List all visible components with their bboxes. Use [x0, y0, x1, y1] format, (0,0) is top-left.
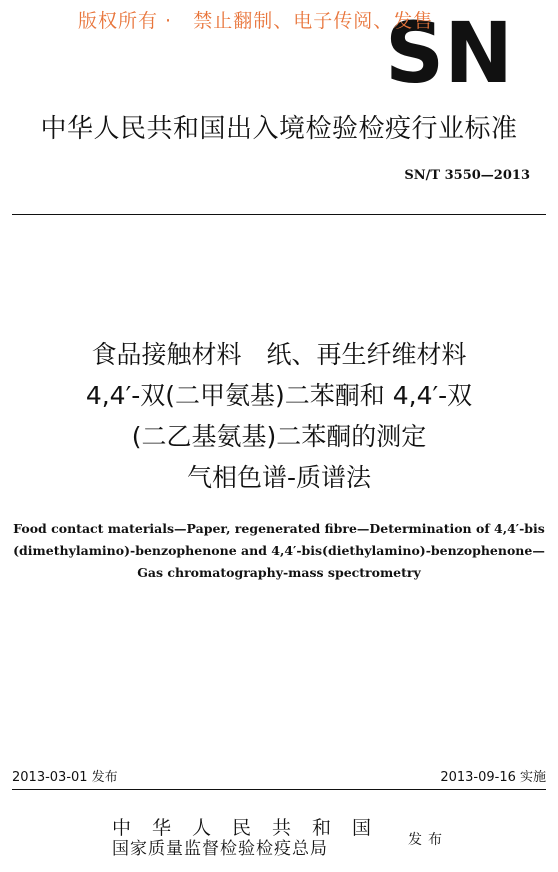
- copyright-watermark: 版权所有 · 禁止翻制、电子传阅、发售: [78, 10, 434, 32]
- publisher-block: [112, 818, 394, 860]
- issue-date: 2013-03-01 发布: [12, 770, 118, 785]
- standard-number: SN/T 3550—2013: [404, 168, 530, 183]
- english-title-line-1: Food contact materials—Paper, regenerated fibre—Determination of 4,4′-bis: [13, 521, 545, 536]
- footer-divider: [12, 789, 546, 790]
- publisher-agency: 国家质量监督检验检疫总局: [112, 839, 328, 859]
- english-title-line-3: Gas chromatography-mass spectrometry: [137, 565, 421, 580]
- implementation-date: 2013-09-16 实施: [440, 770, 546, 785]
- chinese-title-line-4: 气相色谱-质谱法: [186, 463, 372, 492]
- chinese-title-line-1: 食品接触材料 纸、再生纤维材料: [91, 340, 467, 369]
- publish-label: 发布: [408, 832, 448, 848]
- english-title-line-2: (dimethylamino)-benzophenone and 4,4′-bis(diethylamino)-benzophenone—: [13, 543, 545, 558]
- sn-logo-text: SN: [385, 18, 513, 84]
- chinese-title-line-2: 4,4′-双(二甲氨基)二苯酮和 4,4′-双: [85, 381, 473, 410]
- publisher-country: 中华人民共和国: [112, 817, 393, 839]
- chinese-title-line-3: (二乙基氨基)二苯酮的测定: [131, 422, 427, 451]
- header-divider: [12, 214, 546, 215]
- issuing-authority-title: 中华人民共和国出入境检验检疫行业标准: [40, 114, 518, 144]
